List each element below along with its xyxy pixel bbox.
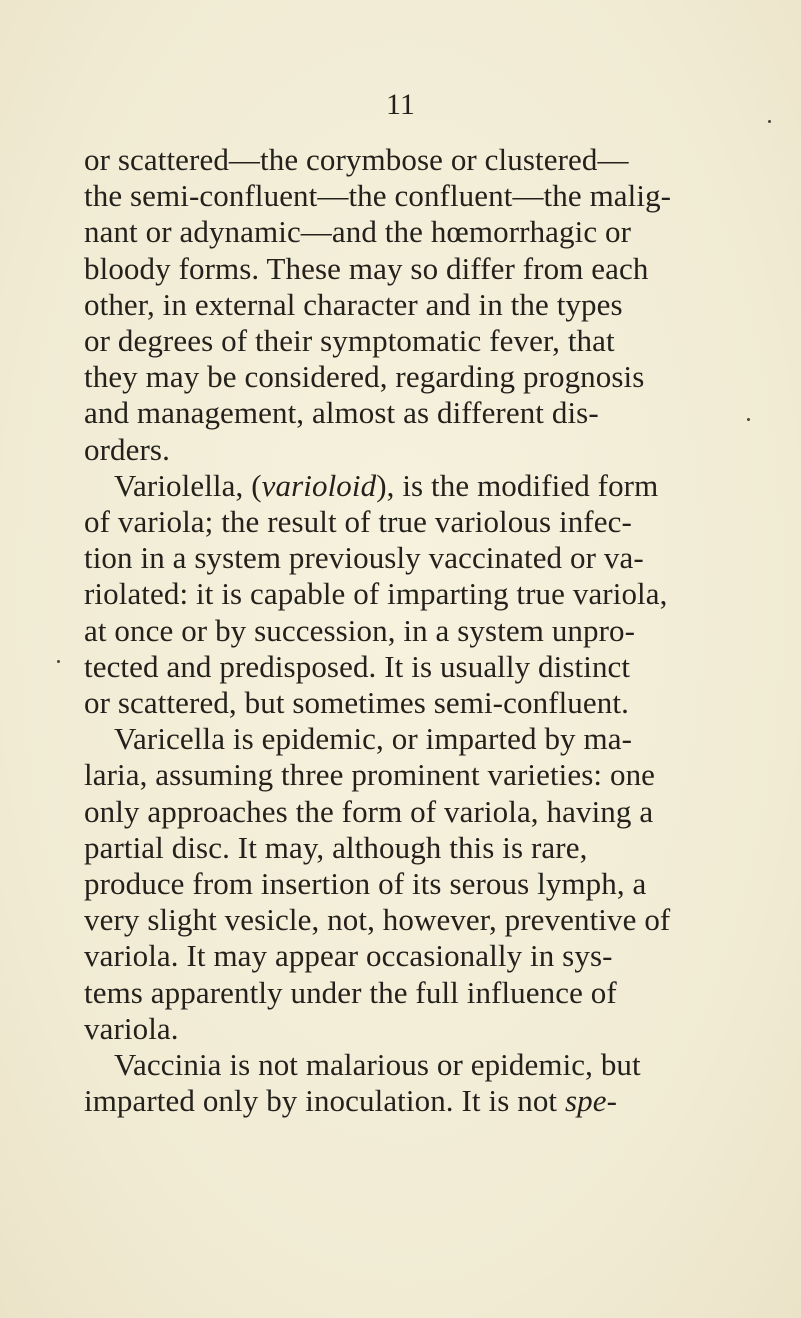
text-run: variola. — [84, 1010, 179, 1046]
text-run: the semi-confluent—the confluent—the malig- — [84, 178, 672, 214]
text-line — [84, 830, 684, 866]
text-run: laria, assuming three prominent varieties: one — [84, 757, 656, 793]
text-run: tected and predisposed. It is usually distinct — [84, 648, 631, 684]
text-run: they may be considered, regarding prognosis — [84, 359, 645, 395]
text-line — [84, 178, 684, 214]
text-line — [84, 287, 684, 323]
text-run: bloody forms. These may so differ from each — [84, 250, 649, 286]
text-run: nant or adynamic—and the hœmorrhagic or — [84, 214, 632, 250]
text-line — [84, 251, 684, 287]
text-line — [84, 1011, 684, 1047]
text-run: Variolella, ( — [114, 467, 262, 503]
text-line — [84, 1083, 684, 1119]
text-line — [84, 576, 684, 612]
text-line — [84, 468, 684, 504]
text-line — [84, 721, 684, 757]
text-line — [84, 613, 684, 649]
paper-speck — [57, 660, 60, 663]
body-text — [84, 142, 684, 1119]
text-run: or scattered—the corymbose or clustered— — [84, 142, 629, 177]
text-run: at once or by succession, in a system unpro- — [84, 612, 636, 648]
page-number: 11 — [386, 88, 415, 121]
text-run: partial disc. It may, although this is rare, — [84, 829, 588, 865]
text-run: of variola; the result of true variolous infec- — [84, 504, 632, 540]
text-line — [84, 323, 684, 359]
text-run: imparted only by inoculation. It is not — [84, 1083, 565, 1119]
text-run: variola. It may appear occasionally in sys- — [84, 938, 613, 974]
paper-speck — [768, 120, 771, 123]
text-line — [84, 794, 684, 830]
text-line — [84, 214, 684, 250]
paper-speck — [747, 418, 750, 421]
text-line — [84, 142, 684, 178]
text-line — [84, 685, 684, 721]
text-line — [84, 504, 684, 540]
text-run: riolated: it is capable of imparting true variola, — [84, 576, 668, 612]
text-run: and management, almost as different dis- — [84, 395, 599, 431]
text-line — [84, 938, 684, 974]
text-line — [84, 975, 684, 1011]
text-run: ), is the modified form — [376, 467, 659, 503]
text-run: or degrees of their symptomatic fever, that — [84, 323, 615, 359]
text-line — [84, 649, 684, 685]
text-run: Vaccinia is not malarious or epidemic, but — [114, 1047, 641, 1083]
text-line — [84, 540, 684, 576]
text-line — [84, 1047, 684, 1083]
italic-term: varioloid — [261, 467, 377, 503]
text-run: tems apparently under the full influence of — [84, 974, 617, 1010]
text-run: or scattered, but sometimes semi-confluent. — [84, 685, 629, 721]
text-run: produce from insertion of its serous lymph, a — [84, 866, 647, 902]
text-line — [84, 359, 684, 395]
italic-term: spe- — [565, 1083, 618, 1119]
text-run: only approaches the form of variola, having a — [84, 793, 654, 829]
text-run: orders. — [84, 431, 170, 467]
text-run: other, in external character and in the types — [84, 286, 623, 322]
text-line — [84, 757, 684, 793]
text-line — [84, 432, 684, 468]
text-line — [84, 395, 684, 431]
text-run: Varicella is epidemic, or imparted by ma- — [114, 721, 632, 757]
text-run: very slight vesicle, not, however, preventive of — [84, 902, 671, 938]
text-run: tion in a system previously vaccinated or va- — [84, 540, 644, 576]
text-line — [84, 866, 684, 902]
text-line — [84, 902, 684, 938]
